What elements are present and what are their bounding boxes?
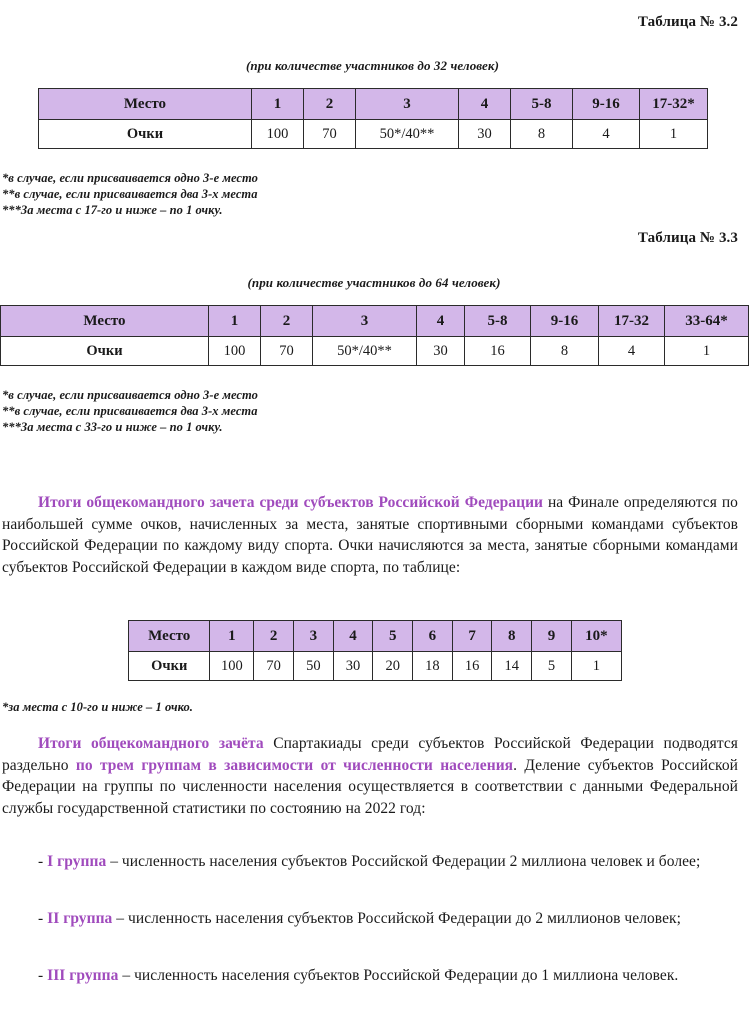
table-32-footnote-3: ***За места с 17-го и ниже – по 1 очку. <box>2 203 223 217</box>
table-32-footnotes <box>2 170 602 218</box>
table-33-row-label: Очки <box>1 337 209 366</box>
table-team-row-label: Очки <box>129 652 210 681</box>
table-33-value-7: 4 <box>599 337 665 366</box>
table-33-value-2: 70 <box>261 337 313 366</box>
table-32-value-6: 4 <box>573 120 640 149</box>
table-33-container <box>0 305 749 366</box>
table-team-value-9: 5 <box>532 652 572 681</box>
table-33-col-5: 5-8 <box>465 306 531 337</box>
table-team-col-8: 8 <box>492 621 532 652</box>
table-32-subcaption: (при количестве участников до 32 человек) <box>245 58 500 73</box>
table-32-header-row <box>39 89 708 120</box>
table-32-value-row <box>39 120 708 149</box>
table-32-value-3: 50*/40** <box>356 120 459 149</box>
group-item-1 <box>2 851 738 873</box>
table-team-col-4: 4 <box>333 621 373 652</box>
group-item-3-text: – численность населения субъектов Российской Федерации до 1 миллиона человек. <box>118 967 679 984</box>
table-team-value-row <box>129 652 622 681</box>
table-32-number-caption: Таблица № 3.2 <box>637 14 738 30</box>
table-33-header-label: Место <box>1 306 209 337</box>
table-team-value-3: 50 <box>294 652 334 681</box>
table-team-value-7: 16 <box>452 652 492 681</box>
paragraph-groups-intro-lead: Итоги общекомандного зачёта <box>38 735 264 752</box>
table-32-footnote-1: *в случае, если присваивается одно 3-е место <box>2 171 258 185</box>
table-33-value-3: 50*/40** <box>313 337 417 366</box>
paragraph-groups-intro <box>2 733 738 819</box>
group-item-3 <box>2 965 738 987</box>
table-33-value-row <box>1 337 749 366</box>
paragraph-team-results-lead: Итоги общекомандного зачета среди субъектов Российской Федерации <box>38 494 544 511</box>
table-team-value-6: 18 <box>413 652 453 681</box>
table-team-col-10: 10* <box>571 621 621 652</box>
table-team-col-5: 5 <box>373 621 413 652</box>
table-33-value-5: 16 <box>465 337 531 366</box>
table-33-footnote-3: ***За места с 33-го и ниже – по 1 очку. <box>2 420 223 434</box>
table-team-col-1: 1 <box>210 621 254 652</box>
table-33-value-8: 1 <box>665 337 749 366</box>
paragraph-groups-intro-mid: Спартакиады среди субъектов Российской Федерации подводятся раздельно <box>2 735 738 774</box>
table-team-value-5: 20 <box>373 652 413 681</box>
table-team-container <box>128 620 622 681</box>
table-33-col-7: 17-32 <box>599 306 665 337</box>
table-team-value-8: 14 <box>492 652 532 681</box>
group-item-2 <box>2 908 738 930</box>
table-32 <box>38 88 708 149</box>
table-team-footnote: *за места с 10-го и ниже – 1 очко. <box>2 700 193 714</box>
table-team <box>128 620 622 681</box>
table-33-subcaption: (при количестве участников до 64 человек) <box>247 275 501 290</box>
table-33-footnote-1: *в случае, если присваивается одно 3-е место <box>2 388 258 402</box>
table-32-col-3: 3 <box>356 89 459 120</box>
group-item-1-label: I группа <box>47 853 107 870</box>
table-33-col-1: 1 <box>209 306 261 337</box>
table-33-col-6: 9-16 <box>531 306 599 337</box>
table-team-col-6: 6 <box>413 621 453 652</box>
paragraph-groups-intro-tail: . Деление субъектов Российской Федерации на группы по численности населения осуществляется в соответствии с данными Федеральной службы государственной статистики по состоянию на 2022 год: <box>2 756 738 817</box>
table-team-col-2: 2 <box>254 621 294 652</box>
table-team-header-row <box>129 621 622 652</box>
table-32-col-7: 17-32* <box>640 89 708 120</box>
group-item-1-text: – численность населения субъектов Российской Федерации 2 миллиона человек и более; <box>106 853 701 870</box>
table-32-value-2: 70 <box>304 120 356 149</box>
table-32-header-label: Место <box>39 89 252 120</box>
table-33-number-caption: Таблица № 3.3 <box>637 230 738 246</box>
paragraph-team-results-rest: на Финале определяются по наибольшей сумме очков, начисленных за места, занятые спортивными сборными командами субъектов Российской Федерации по каждому виду спорта. Очки начисляются за места, занятые сборными командами субъектов Российской Федерации в каждом виде спорта, по таблице: <box>2 494 738 576</box>
group-item-3-label: III группа <box>47 967 119 984</box>
table-32-value-5: 8 <box>511 120 573 149</box>
paragraph-team-results <box>2 492 738 578</box>
table-33-value-6: 8 <box>531 337 599 366</box>
table-team-col-9: 9 <box>532 621 572 652</box>
table-33 <box>0 305 749 366</box>
table-team-col-7: 7 <box>452 621 492 652</box>
table-team-value-4: 30 <box>333 652 373 681</box>
table-team-value-10: 1 <box>571 652 621 681</box>
table-32-col-2: 2 <box>304 89 356 120</box>
table-33-value-1: 100 <box>209 337 261 366</box>
table-32-container <box>38 88 708 149</box>
table-32-value-4: 30 <box>459 120 511 149</box>
group-item-2-label: II группа <box>47 910 113 927</box>
table-32-col-1: 1 <box>252 89 304 120</box>
group-item-1-dash: - <box>38 853 48 870</box>
group-item-2-dash: - <box>38 910 48 927</box>
table-32-col-5: 5-8 <box>511 89 573 120</box>
table-33-col-8: 33-64* <box>665 306 749 337</box>
table-team-value-2: 70 <box>254 652 294 681</box>
table-33-footnotes <box>2 387 602 435</box>
table-team-header-label: Место <box>129 621 210 652</box>
group-item-3-dash: - <box>38 967 48 984</box>
table-33-header-row <box>1 306 749 337</box>
table-32-footnote-2: **в случае, если присваивается два 3-х места <box>2 187 258 201</box>
table-33-footnote-2: **в случае, если присваивается два 3-х места <box>2 404 258 418</box>
table-team-col-3: 3 <box>294 621 334 652</box>
group-item-2-text: – численность населения субъектов Российской Федерации до 2 миллионов человек; <box>112 910 681 927</box>
table-33-col-3: 3 <box>313 306 417 337</box>
table-32-row-label: Очки <box>39 120 252 149</box>
table-team-value-1: 100 <box>210 652 254 681</box>
paragraph-groups-intro-accent: по трем группам в зависимости от численности населения <box>75 756 514 774</box>
table-33-col-4: 4 <box>417 306 465 337</box>
table-33-value-4: 30 <box>417 337 465 366</box>
table-32-col-6: 9-16 <box>573 89 640 120</box>
table-32-value-1: 100 <box>252 120 304 149</box>
table-32-col-4: 4 <box>459 89 511 120</box>
table-33-col-2: 2 <box>261 306 313 337</box>
table-32-value-7: 1 <box>640 120 708 149</box>
